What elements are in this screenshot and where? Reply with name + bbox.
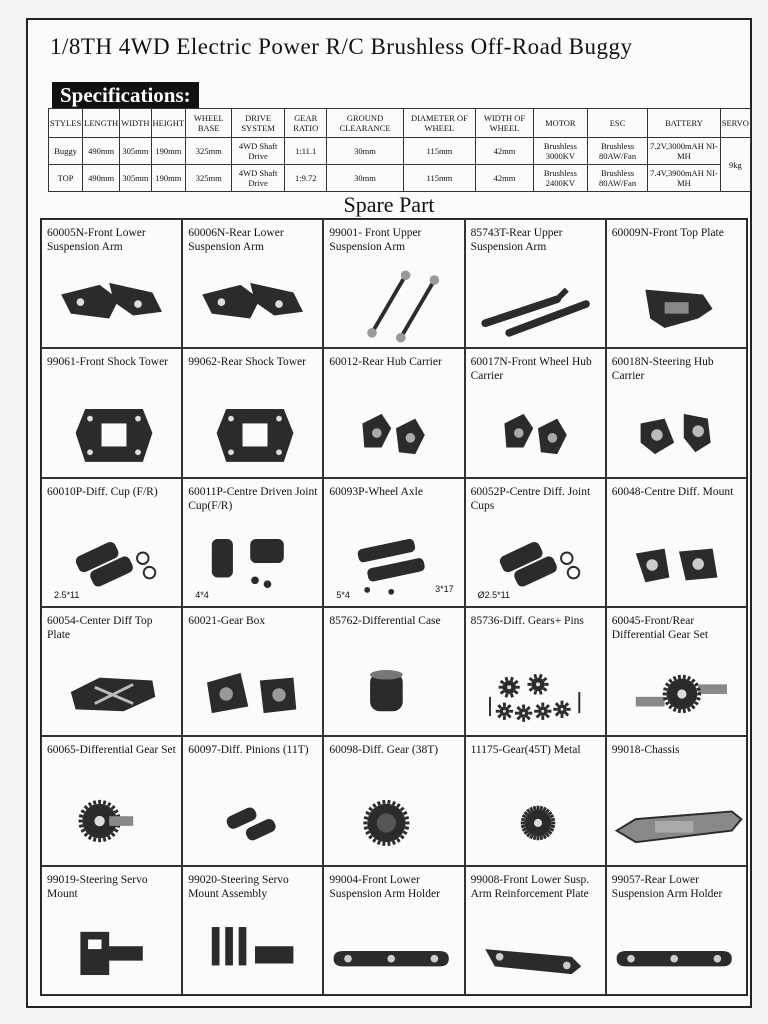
spec-cell: 1:11.1 [284,138,327,165]
spare-part-name: 60045-Front/Rear Differential Gear Set [611,614,709,641]
spec-body [49,138,751,192]
spare-part-cell [606,478,747,607]
spare-part-name: 85762-Differential Case [329,614,441,627]
spec-cell: Brushless 3000KV [533,138,587,165]
spec-col-header: ESC [587,109,647,138]
diff-case-icon [324,652,463,734]
spare-part-name: 60093P-Wheel Axle [329,485,423,498]
spec-cell: 190mm [151,138,186,165]
spec-cell: 490mm [83,138,120,165]
spare-part-cell [41,607,182,736]
spare-part-name: 99019-Steering Servo Mount [47,873,148,900]
spec-col-header: GEAR RATIO [284,109,327,138]
spec-cell: Brushless 2400KV [533,165,587,192]
spare-part-name: 60011P-Centre Driven Joint Cup(F/R) [188,485,318,512]
spare-part-cell [182,607,323,736]
hub-carrier-icon [324,393,463,475]
spec-col-header: DRIVE SYSTEM [232,109,285,138]
spare-part-cell [41,348,182,477]
gear-set-icon [607,652,746,734]
spec-cell: 490mm [83,165,120,192]
spec-cell: 30mm [327,138,403,165]
spare-part-cell [606,736,747,865]
spec-col-header: GROUND CLEARANCE [327,109,403,138]
lower-arm-icon [42,264,181,346]
spare-part-cell [465,219,606,348]
spec-cell: 30mm [327,165,403,192]
spec-cell: 325mm [186,138,232,165]
spec-col-header: WHEEL BASE [186,109,232,138]
spare-part-cell [465,348,606,477]
spare-part-cell [182,219,323,348]
spare-part-cell [323,866,464,995]
spare-part-heading: Spare Part [343,192,435,217]
bevel-gear-icon [324,781,463,863]
spare-part-name: 99057-Rear Lower Suspension Arm Holder [611,873,723,900]
page-title: 1/8TH 4WD Electric Power R/C Brushless Off-Road Buggy [50,34,633,59]
spec-col-header: BATTERY [648,109,721,138]
spare-part-name: 60018N-Steering Hub Carrier [611,356,714,383]
spare-part-cell [606,219,747,348]
specifications-table [48,108,751,192]
spare-part-name: 11175-Gear(45T) Metal [470,744,581,757]
spec-col-header: STYLES [49,109,83,138]
steering-hub-icon [607,393,746,475]
spare-part-cell [606,866,747,995]
spare-part-cell [606,607,747,736]
spare-part-cell [41,478,182,607]
spare-part-name: 99020-Steering Servo Mount Assembly [188,873,289,900]
spare-part-name: 60006N-Rear Lower Suspension Arm [188,227,284,253]
spur-gear-icon [466,781,605,863]
spec-col-header: LENGTH [83,109,120,138]
spec-cell: 325mm [186,165,232,192]
servo-mount-icon [42,911,181,993]
gear-box-icon [183,652,322,734]
hub-carrier-icon [466,393,605,475]
shock-tower-icon [42,393,181,475]
spare-part-name: 60098-Diff. Gear (38T) [329,744,439,757]
spare-part-cell [465,866,606,995]
part-dimension-note: 4*4 [195,589,209,600]
spec-col-header: SERVO [720,109,750,138]
spec-servo-cell: 9kg [720,138,750,192]
spare-part-name: 60017N-Front Wheel Hub Carrier [470,356,592,383]
parts-sheet [26,18,752,1008]
spare-part-cell [41,736,182,865]
spare-part-name: 60005N-Front Lower Suspension Arm [47,227,146,253]
spec-cell: Brushless 80AW/Fan [587,138,647,165]
spare-part-name: 60052P-Centre Diff. Joint Cups [470,485,591,512]
spare-part-name: 99018-Chassis [611,744,680,757]
lower-arm-icon [183,264,322,346]
spare-part-cell [182,866,323,995]
spare-part-name: 85743T-Rear Upper Suspension Arm [470,227,563,253]
spec-header-row [49,109,751,138]
spare-part-name: 99062-Rear Shock Tower [188,356,306,369]
spare-part-name: 60010P-Diff. Cup (F/R) [47,485,158,498]
spec-cell: 4WD Shaft Drive [232,165,285,192]
arm-holder-icon [607,911,746,993]
spare-part-cell [323,478,464,607]
spec-cell: 1:9.72 [284,165,327,192]
spec-row [49,165,751,192]
spare-part-name: 60097-Diff. Pinions (11T) [188,744,309,757]
spare-part-cell [323,607,464,736]
spec-cell: 4WD Shaft Drive [232,138,285,165]
spec-cell: 7.4V,3900mAH NI-MH [648,165,721,192]
turnbuckle-icon [324,264,463,346]
spec-cell: Brushless 80AW/Fan [587,165,647,192]
spare-part-name: 60065-Differential Gear Set [47,744,176,757]
spare-part-cell [323,736,464,865]
pinion-icon [183,781,322,863]
chassis-icon [607,781,746,863]
spec-cell: TOP [49,165,83,192]
part-dimension-note: 5*4 [336,589,350,600]
spec-col-header: DIAMETER OF WHEEL [403,109,476,138]
spare-part-name: 60012-Rear Hub Carrier [329,356,442,369]
upper-arm-icon [466,264,605,346]
spare-part-name: 85736-Diff. Gears+ Pins [470,614,584,627]
spec-cell: 115mm [403,165,476,192]
spare-part-cell [465,736,606,865]
specifications-banner: Specifications: [52,82,199,108]
spare-part-cell [41,866,182,995]
diff-top-plate-icon [42,652,181,734]
diff-gear-set-icon [42,781,181,863]
spare-part-cell [182,348,323,477]
spare-part-name: 60048-Centre Diff. Mount [611,485,734,498]
part-dimension-note: 3*17 [435,583,454,594]
arm-holder-icon [324,911,463,993]
spec-cell: Buggy [49,138,83,165]
spare-part-cell [323,219,464,348]
spare-part-name: 99061-Front Shock Tower [47,356,169,369]
top-plate-icon [607,264,746,346]
spare-part-name: 99004-Front Lower Suspension Arm Holder [329,873,440,900]
spare-part-name: 60009N-Front Top Plate [611,227,724,239]
spare-part-cell [606,348,747,477]
spare-part-cell [465,607,606,736]
spec-cell: 7.2V,3000mAH NI-MH [648,138,721,165]
spare-part-cell [41,219,182,348]
spec-cell: 305mm [120,138,151,165]
spec-col-header: WIDTH [120,109,151,138]
shock-tower-icon [183,393,322,475]
spare-part-cell [182,736,323,865]
spare-part-name: 99001- Front Upper Suspension Arm [329,227,422,253]
spec-cell: 42mm [476,138,534,165]
spec-row [49,138,751,165]
spare-part-cell [182,478,323,607]
reinforcement-plate-icon [466,911,605,993]
spare-part-name: 60054-Center Diff Top Plate [47,614,153,641]
spare-part-cell [323,348,464,477]
servo-mount-assembly-icon [183,911,322,993]
part-dimension-note: Ø2.5*11 [477,589,510,600]
spare-part-cell [465,478,606,607]
spec-cell: 115mm [403,138,476,165]
spec-cell: 305mm [120,165,151,192]
spec-col-header: HEIGHT [151,109,186,138]
spec-cell: 42mm [476,165,534,192]
spec-col-header: MOTOR [533,109,587,138]
diff-mount-icon [607,523,746,605]
spare-part-name: 60021-Gear Box [188,614,266,627]
part-dimension-note: 2.5*11 [54,589,80,600]
spare-part-grid [40,218,748,996]
diff-gears-icon [466,652,605,734]
spec-cell: 190mm [151,165,186,192]
spec-col-header: WIDTH OF WHEEL [476,109,534,138]
spare-part-name: 99008-Front Lower Susp. Arm Reinforcement Plate [470,873,590,900]
